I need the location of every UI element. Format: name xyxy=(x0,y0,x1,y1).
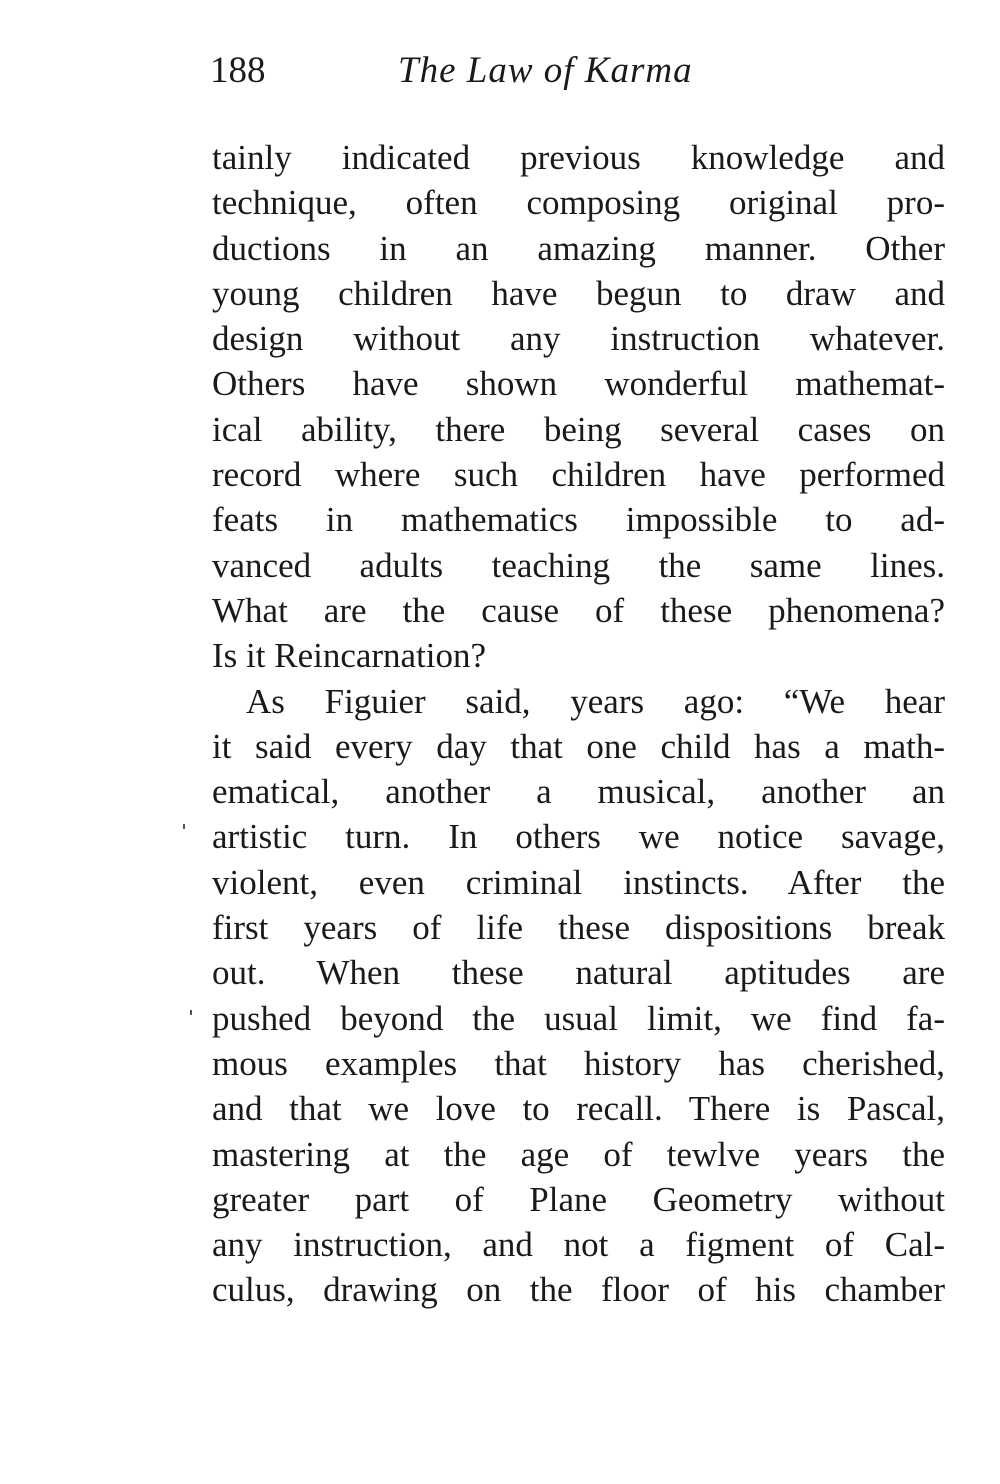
text-line: As Figuier said, years ago: “We hear xyxy=(246,681,945,721)
text-line: out. When these natural aptitudes are xyxy=(212,953,945,993)
text-line: and that we love to recall. There is Pascal, xyxy=(212,1089,945,1129)
text-line: artistic turn. In others we notice savage, xyxy=(212,817,945,857)
scan-speck xyxy=(190,1010,192,1015)
text-line: mastering at the age of tewlve years the xyxy=(212,1134,945,1174)
text-line: mous examples that history has cherished, xyxy=(212,1043,945,1083)
page-number: 188 xyxy=(210,50,266,91)
text-line: vanced adults teaching the same lines. xyxy=(212,545,945,585)
text-line: culus, drawing on the floor of his chamber xyxy=(212,1270,945,1310)
text-line: pushed beyond the usual limit, we find fa- xyxy=(212,998,945,1038)
text-line: any instruction, and not a figment of Cal- xyxy=(212,1225,945,1265)
text-line: ductions in an amazing manner. Other xyxy=(212,228,945,268)
text-line: Is it Reincarnation? xyxy=(212,636,487,676)
page-header xyxy=(210,46,770,96)
text-line: design without any instruction whatever. xyxy=(212,319,945,359)
paragraph xyxy=(212,679,945,1313)
text-line: feats in mathematics impossible to ad- xyxy=(212,500,945,540)
text-line: young children have begun to draw and xyxy=(212,273,945,313)
text-line: violent, even criminal instincts. After the xyxy=(212,862,945,902)
text-line: record where such children have performed xyxy=(212,455,945,495)
scan-speck xyxy=(183,824,185,829)
paragraph xyxy=(212,135,945,679)
text-line: tainly indicated previous knowledge and xyxy=(212,138,945,177)
running-title: The Law of Karma xyxy=(398,50,693,91)
body-text xyxy=(212,135,945,1313)
text-line: it said every day that one child has a math- xyxy=(212,726,945,766)
text-line: ematical, another a musical, another an xyxy=(212,772,945,812)
text-line: Others have shown wonderful mathemat- xyxy=(212,364,945,404)
text-line: first years of life these dispositions break xyxy=(212,908,945,948)
text-line: What are the cause of these phenomena? xyxy=(212,590,945,630)
text-line: greater part of Plane Geometry without xyxy=(212,1179,945,1219)
text-line: ical ability, there being several cases on xyxy=(212,409,945,449)
text-line: technique, often composing original pro- xyxy=(212,183,945,223)
